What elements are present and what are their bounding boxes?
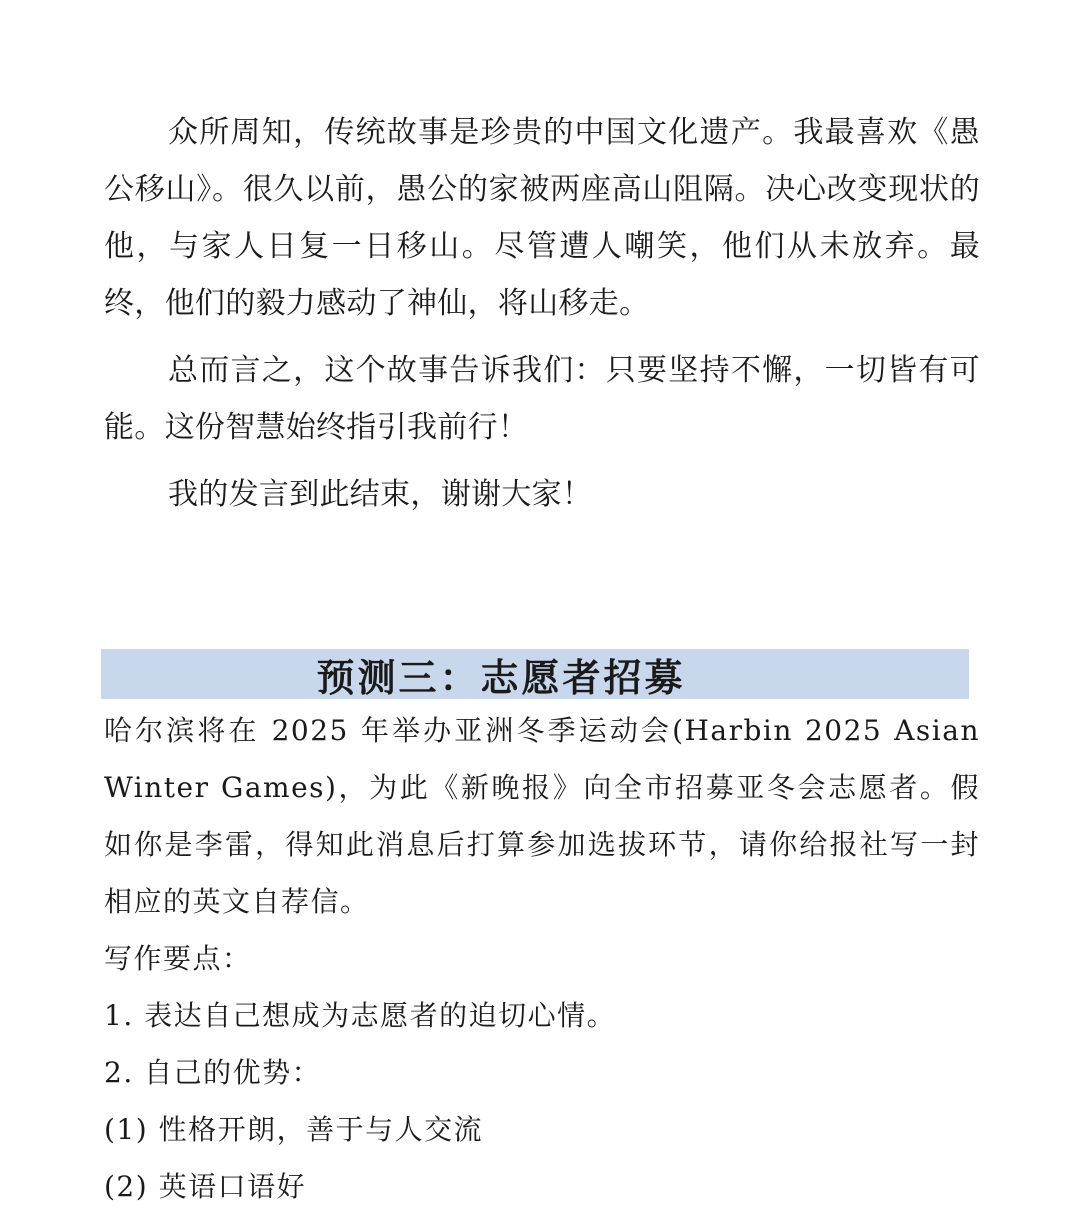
section-title: 预测三：志愿者招募 (316, 655, 686, 700)
task-prompt: 哈尔滨将在 2025 年举办亚洲冬季运动会(Harbin 2025 Asian Winter Games)，为此《新晚报》向全市招募亚冬会志愿者。假如你是李雷，得知此消息后打算参加选拔环节，请你给报社写一封相应的英文自荐信。 (104, 714, 980, 918)
point-item-2: 2. 自己的优势： (104, 1056, 322, 1089)
section-heading-band (101, 649, 969, 699)
point-item-3: (1) 性格开朗，善于与人交流 (104, 1113, 484, 1146)
writing-task (104, 702, 980, 1215)
point-item-4: (2) 英语口语好 (104, 1170, 307, 1203)
story-paragraph-3: 我的发言到此结束，谢谢大家！ (168, 477, 593, 512)
points-heading: 写作要点： (104, 942, 252, 975)
story-passage (104, 104, 980, 533)
point-item-1: 1. 表达自己想成为志愿者的迫切心情。 (104, 999, 617, 1032)
story-paragraph-2: 总而言之，这个故事告诉我们：只要坚持不懈，一切皆有可能。这份智慧始终指引我前行！ (104, 353, 980, 445)
story-paragraph-1: 众所周知，传统故事是珍贵的中国文化遗产。我最喜欢《愚公移山》。很久以前，愚公的家被两座高山阻隔。决心改变现状的他，与家人日复一日移山。尽管遭人嘲笑，他们从未放弃。最终，他们的毅力感动了神仙，将山移走。 (104, 115, 980, 321)
